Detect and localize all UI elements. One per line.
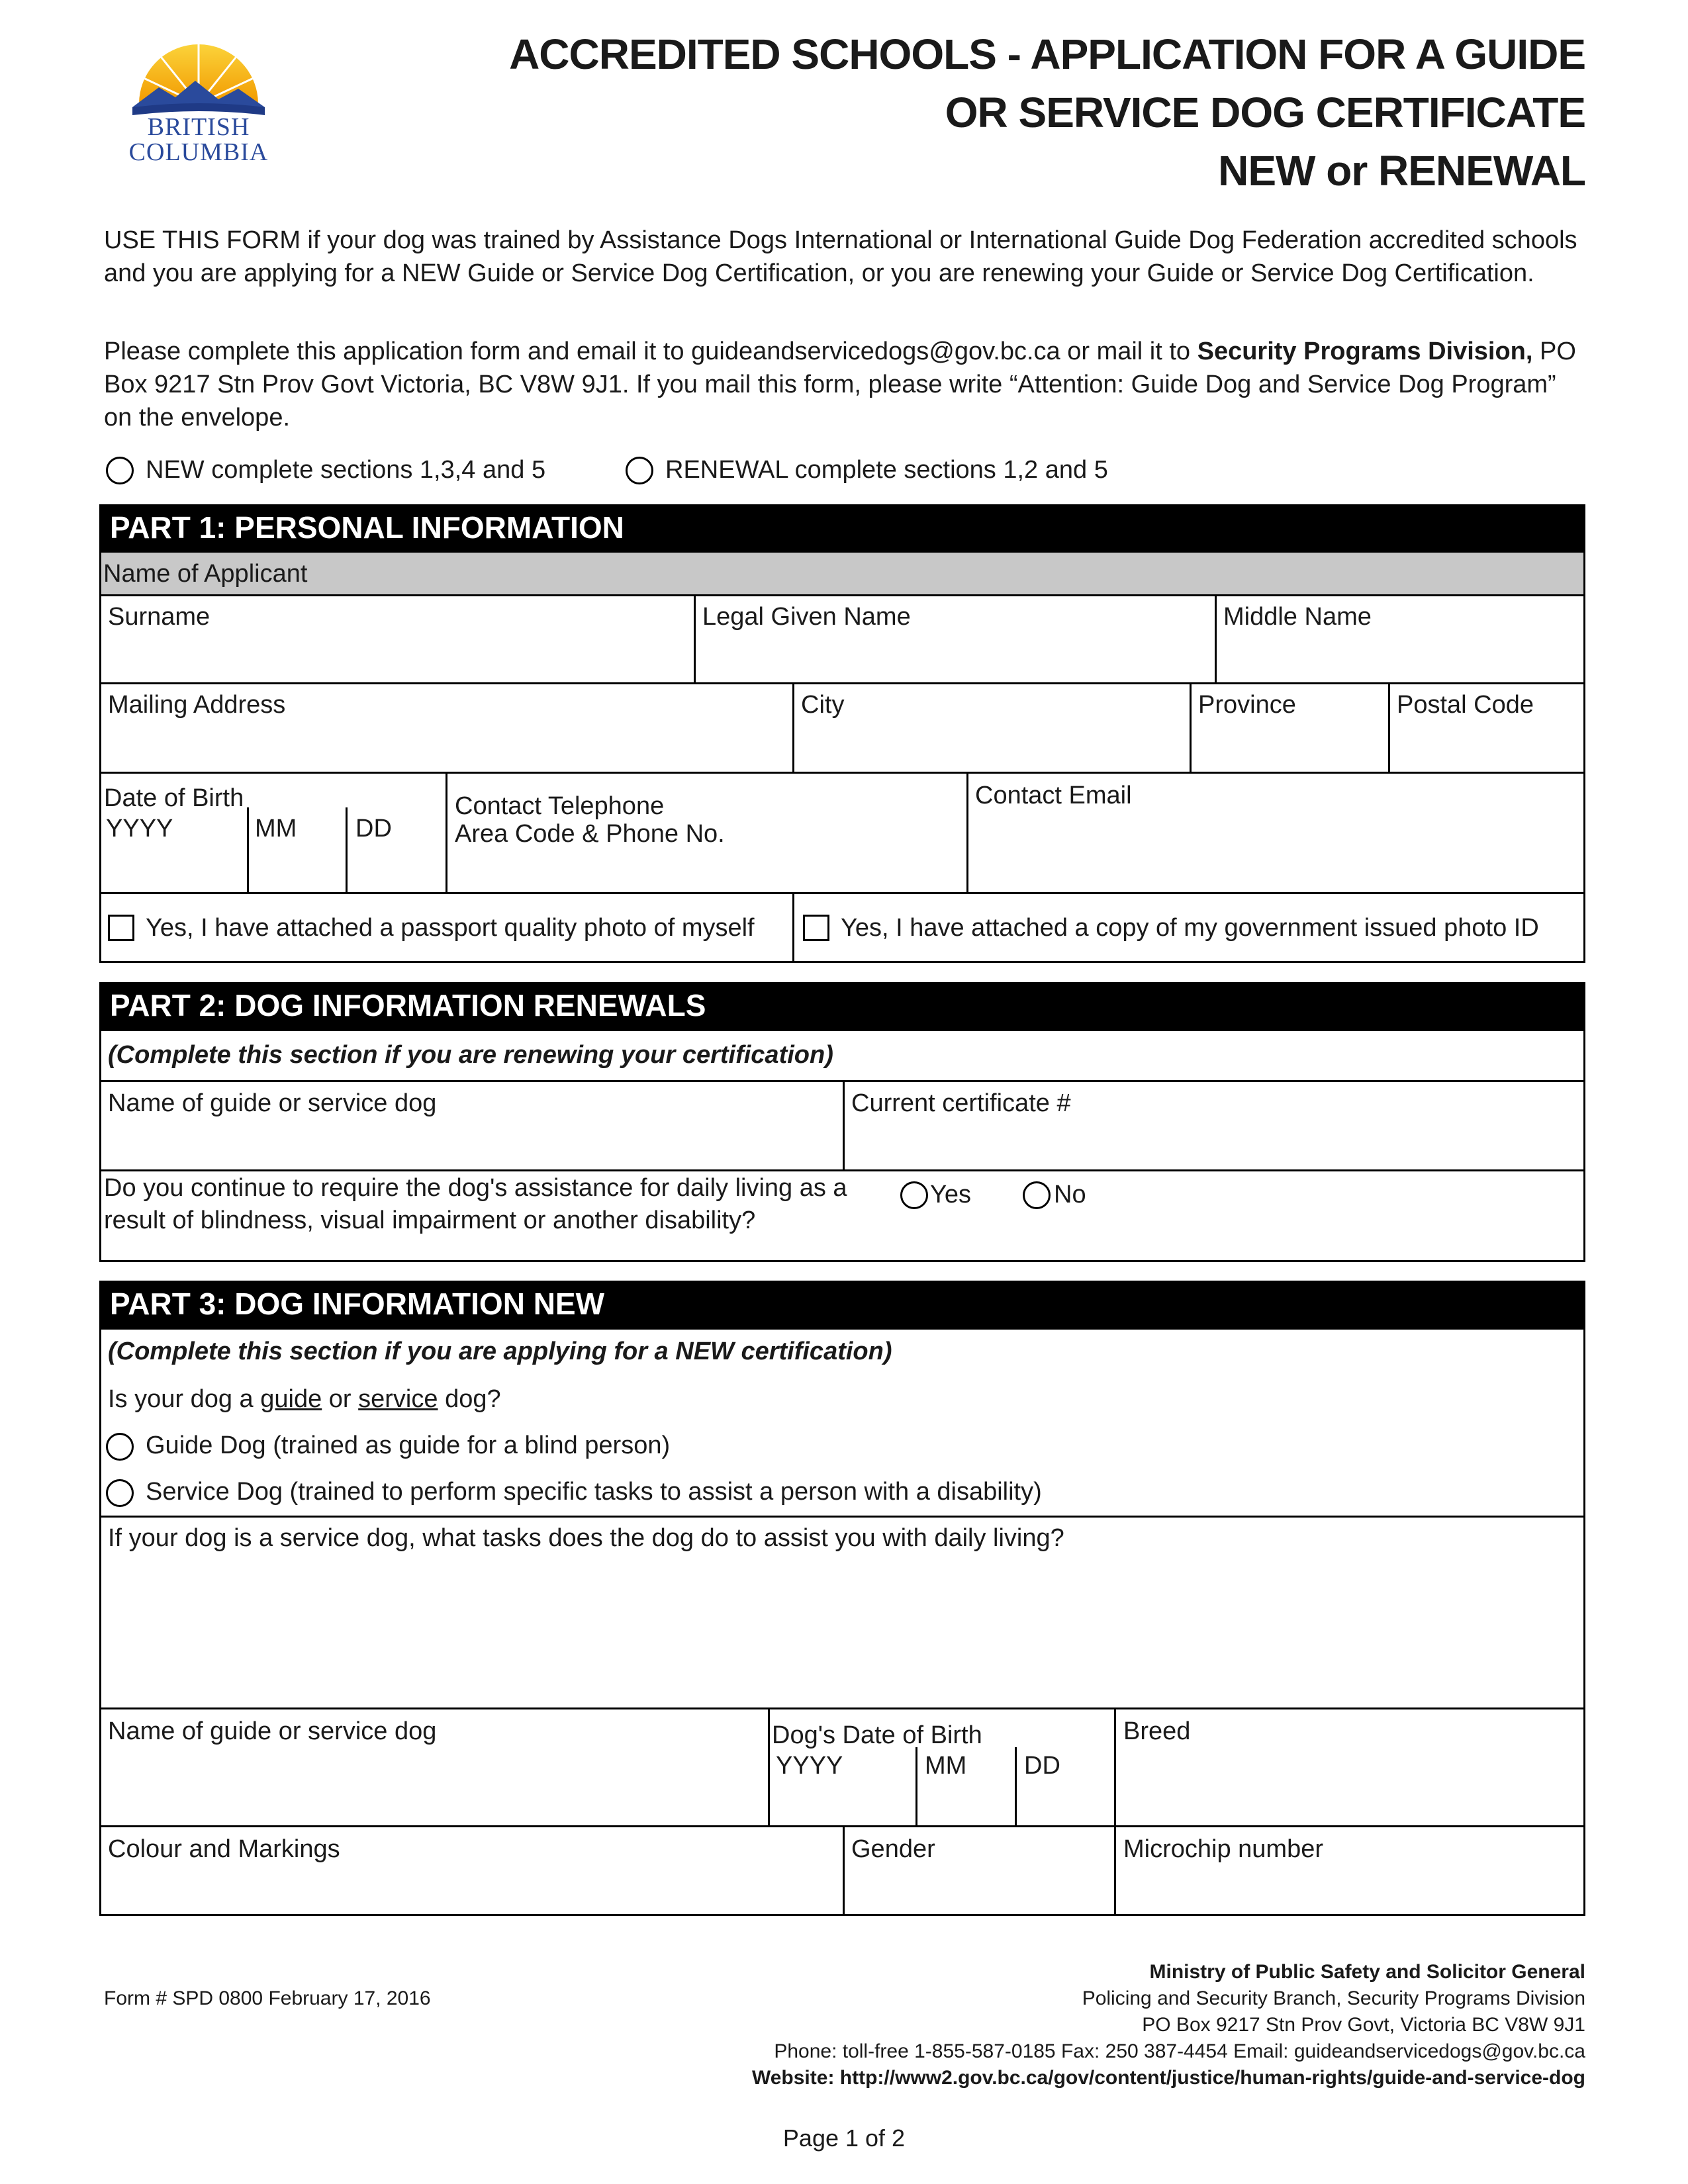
intro-p2-bold: Security Programs Division, bbox=[1197, 338, 1533, 365]
dob-dd-label: DD bbox=[355, 815, 392, 842]
part3-note: (Complete this section if you are applying for a NEW certification) bbox=[108, 1338, 892, 1365]
new-dog-name-field[interactable] bbox=[101, 1751, 767, 1823]
continue-question-line1: Do you continue to require the dog's assistance for daily living as a bbox=[104, 1174, 847, 1202]
divider bbox=[1388, 682, 1390, 773]
new-dog-name-label: Name of guide or service dog bbox=[108, 1717, 437, 1745]
dog-dob-label: Dog's Date of Birth bbox=[772, 1721, 982, 1749]
tasks-question: If your dog is a service dog, what tasks does the dog do to assist you with daily living? bbox=[108, 1524, 1064, 1552]
form-number: Form # SPD 0800 February 17, 2016 bbox=[104, 1987, 431, 2009]
part2-header: PART 2: DOG INFORMATION RENEWALS bbox=[99, 982, 1585, 1030]
divider bbox=[1215, 594, 1217, 684]
gender-field[interactable] bbox=[846, 1868, 1112, 1914]
email-label: Contact Email bbox=[975, 782, 1132, 809]
divider bbox=[99, 682, 1585, 684]
intro-paragraph-1: USE THIS FORM if your dog was trained by Assistance Dogs International or International Guide Dog Federation accredited schools and you are applying for a NEW Guide or Service Dog Certification, or you are renewing your Guide or Service Dog Certification. bbox=[104, 226, 1577, 287]
divider bbox=[915, 1747, 917, 1827]
bc-sun-mountains-icon bbox=[119, 41, 278, 120]
microchip-label: Microchip number bbox=[1123, 1835, 1323, 1863]
divider bbox=[99, 1169, 1585, 1171]
dog-dob-yyyy-label: YYYY bbox=[776, 1752, 843, 1780]
divider bbox=[99, 594, 1585, 596]
phone-field[interactable] bbox=[448, 850, 964, 891]
continue-question-line2: result of blindness, visual impairment or another disability? bbox=[104, 1206, 756, 1234]
divider bbox=[843, 1825, 845, 1916]
q-service: service bbox=[358, 1385, 438, 1413]
divider bbox=[247, 807, 249, 893]
part1-subheader bbox=[101, 553, 1583, 595]
divider bbox=[966, 772, 968, 893]
middle-name-field[interactable] bbox=[1218, 635, 1582, 682]
mailing-address-field[interactable] bbox=[101, 723, 791, 770]
breed-label: Breed bbox=[1123, 1717, 1191, 1745]
page-number: Page 1 of 2 bbox=[782, 2124, 906, 2152]
divider bbox=[99, 1516, 1585, 1518]
footer-website[interactable]: Website: http://www2.gov.bc.ca/gov/content/justice/human-rights/guide-and-service-dog bbox=[751, 2067, 1585, 2089]
divider bbox=[99, 772, 1585, 774]
footer-contact: Phone: toll-free 1-855-587-0185 Fax: 250 387-4454 Email: guideandservicedogs@gov.bc.ca bbox=[774, 2040, 1585, 2062]
dob-yyyy-label: YYYY bbox=[106, 815, 173, 842]
footer-address: PO Box 9217 Stn Prov Govt, Victoria BC V8W 9J1 bbox=[1142, 2014, 1585, 2036]
continue-no-label: No bbox=[1054, 1181, 1086, 1208]
province-field[interactable] bbox=[1193, 723, 1386, 770]
divider bbox=[792, 892, 794, 963]
renewal-radio-label: RENEWAL complete sections 1,2 and 5 bbox=[665, 456, 1108, 484]
dog-type-question bbox=[108, 1385, 501, 1414]
divider bbox=[1015, 1747, 1017, 1827]
photo-checkbox[interactable] bbox=[108, 915, 134, 941]
intro-paragraph-2 bbox=[104, 335, 1587, 434]
microchip-field[interactable] bbox=[1117, 1868, 1583, 1914]
dob-mm-label: MM bbox=[255, 815, 297, 842]
dob-dd-field[interactable] bbox=[348, 847, 444, 891]
divider bbox=[99, 892, 1585, 894]
divider bbox=[1114, 1707, 1116, 1916]
name-of-applicant-label: Name of Applicant bbox=[103, 560, 308, 588]
title-line1: ACCREDITED SCHOOLS - APPLICATION FOR A GUIDE bbox=[509, 30, 1585, 78]
footer-contact-block bbox=[592, 1959, 1585, 2091]
middle-name-label: Middle Name bbox=[1223, 603, 1372, 631]
colour-field[interactable] bbox=[101, 1868, 841, 1914]
divider bbox=[445, 772, 447, 893]
logo-line1: BRITISH bbox=[147, 113, 250, 141]
new-radio-label: NEW complete sections 1,3,4 and 5 bbox=[146, 456, 546, 484]
gender-label: Gender bbox=[851, 1835, 935, 1863]
divider bbox=[99, 1707, 1585, 1709]
service-dog-label: Service Dog (trained to perform specific tasks to assist a person with a disability) bbox=[146, 1478, 1042, 1506]
part1-header: PART 1: PERSONAL INFORMATION bbox=[99, 504, 1585, 553]
dob-mm-field[interactable] bbox=[250, 847, 344, 891]
phone-label-1: Contact Telephone bbox=[455, 792, 665, 820]
id-checkbox[interactable] bbox=[803, 915, 829, 941]
title-line3: NEW or RENEWAL bbox=[1218, 147, 1585, 195]
current-certificate-label: Current certificate # bbox=[851, 1089, 1071, 1117]
surname-label: Surname bbox=[108, 603, 211, 631]
dog-dob-mm-label: MM bbox=[925, 1752, 967, 1780]
dog-dob-dd-label: DD bbox=[1024, 1752, 1060, 1780]
new-radio[interactable] bbox=[106, 457, 134, 484]
footer-ministry: Ministry of Public Safety and Solicitor General bbox=[1149, 1961, 1585, 1983]
photo-checkbox-label: Yes, I have attached a passport quality photo of myself bbox=[146, 914, 755, 942]
divider bbox=[843, 1080, 845, 1171]
form-title bbox=[328, 25, 1585, 200]
continue-no-radio[interactable] bbox=[1023, 1181, 1051, 1209]
current-certificate-field[interactable] bbox=[846, 1122, 1583, 1168]
guide-dog-label: Guide Dog (trained as guide for a blind person) bbox=[146, 1432, 671, 1459]
q-suffix: dog? bbox=[438, 1385, 501, 1413]
divider bbox=[346, 807, 348, 893]
province-label: Province bbox=[1198, 691, 1296, 719]
intro-p2-c: PO Box 9217 Stn Prov Govt Victoria, BC V8W 9J1. If you mail this form, please write “Attention: Guide Dog and Service Dog Program” on the envelope. bbox=[104, 338, 1576, 432]
dob-label: Date of Birth bbox=[104, 784, 244, 812]
postal-code-label: Postal Code bbox=[1397, 691, 1534, 719]
part3-header: PART 3: DOG INFORMATION NEW bbox=[99, 1281, 1585, 1329]
title-line2: OR SERVICE DOG CERTIFICATE bbox=[945, 89, 1585, 136]
phone-label-2: Area Code & Phone No. bbox=[455, 820, 725, 848]
footer-branch: Policing and Security Branch, Security Programs Division bbox=[1082, 1987, 1585, 2009]
service-dog-radio[interactable] bbox=[106, 1479, 134, 1507]
bc-logo bbox=[119, 41, 278, 173]
surname-field[interactable] bbox=[101, 635, 692, 682]
city-label: City bbox=[801, 691, 845, 719]
part2-note: (Complete this section if you are renewing your certification) bbox=[108, 1041, 833, 1069]
q-guide: guide bbox=[260, 1385, 322, 1413]
city-field[interactable] bbox=[796, 723, 1188, 770]
tasks-field[interactable] bbox=[101, 1557, 1583, 1706]
id-checkbox-label: Yes, I have attached a copy of my government issued photo ID bbox=[841, 914, 1539, 942]
dog-dob-yyyy-field[interactable] bbox=[771, 1784, 914, 1824]
breed-field[interactable] bbox=[1117, 1751, 1583, 1823]
logo-line2: COLUMBIA bbox=[128, 138, 269, 166]
continue-yes-radio[interactable] bbox=[900, 1181, 928, 1209]
divider bbox=[694, 594, 696, 684]
q-or: or bbox=[322, 1385, 359, 1413]
dog-dob-mm-field[interactable] bbox=[919, 1784, 1013, 1824]
colour-label: Colour and Markings bbox=[108, 1835, 340, 1863]
continue-yes-label: Yes bbox=[930, 1181, 971, 1208]
guide-dog-radio[interactable] bbox=[106, 1433, 134, 1461]
renewal-radio[interactable] bbox=[626, 457, 653, 484]
intro-p2-a: Please complete this application form and email it to guideandservicedogs@gov.bc.ca or mail it to bbox=[104, 338, 1197, 365]
dog-dob-dd-field[interactable] bbox=[1018, 1784, 1113, 1824]
divider bbox=[1190, 682, 1192, 773]
renewal-dog-name-field[interactable] bbox=[101, 1122, 841, 1168]
email-field[interactable] bbox=[969, 814, 1583, 891]
dob-yyyy-field[interactable] bbox=[101, 847, 246, 891]
renewal-dog-name-label: Name of guide or service dog bbox=[108, 1089, 437, 1117]
mailing-address-label: Mailing Address bbox=[108, 691, 286, 719]
q-prefix: Is your dog a bbox=[108, 1385, 261, 1413]
divider bbox=[792, 682, 794, 773]
given-name-field[interactable] bbox=[696, 635, 1213, 682]
divider bbox=[768, 1707, 770, 1827]
postal-code-field[interactable] bbox=[1391, 723, 1583, 770]
given-name-label: Legal Given Name bbox=[702, 603, 911, 631]
